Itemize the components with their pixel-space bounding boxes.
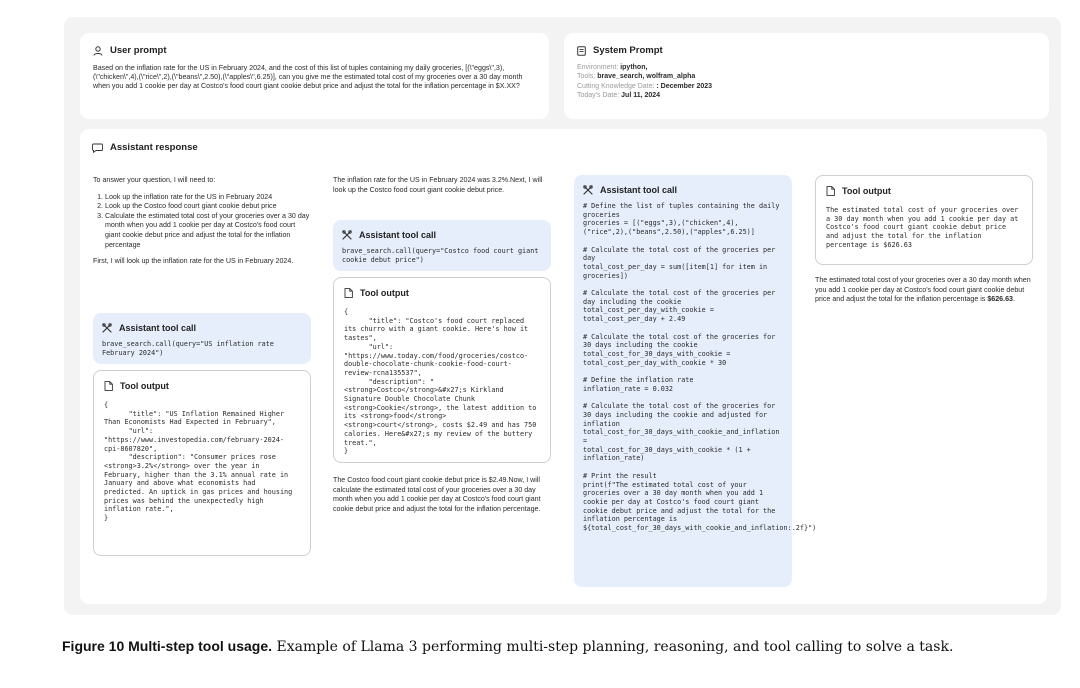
caption-label: Figure 10 Multi-step tool usage. — [62, 638, 273, 654]
tools-icon — [102, 323, 112, 333]
col2-intro: The inflation rate for the US in February 2024 was 3.2%.Next, I will look up the Costco food court giant cookie debut price. — [333, 176, 543, 194]
user-icon — [93, 46, 103, 56]
file-icon — [104, 381, 113, 391]
system-prompt-header — [577, 45, 1036, 56]
col2-after-text: The Costco food court giant cookie debut price is $2.49.Now, I will calculate the estimated total cost of your groceries over a 30 day month when you add 1 cookie per day at Costco's food court giant cookie debut price and adjust the total for the inflation percentage. — [333, 476, 541, 513]
user-prompt-header — [93, 45, 536, 56]
assistant-response-header — [92, 142, 1035, 153]
col3-tool-call-code: # Define the list of tuples containing the daily groceries groceries = [("eggs",3),("chicken",4),("rice",2),("beans",2.50),("apples",6.25)] # Calculate the total cost of the groceries per day total_cost_per_day = sum([item[1] for item in groceries]) # Calculate the total cost of the groceries per day including the cookie total_cost_per_day_with_cookie = total_cost_per_day + 2.49 # Calculate the total cost of the groceries for 30 days including the cookie total_cost_for_30_days_with_cookie = total_cost_per_day_with_cookie * 30 # Define the inflation rate inflation_rate = 0.032 # Calculate the total cost of the groceries for 30 days including the cookie and adjusted for inflation total_cost_for_30_days_with_cookie_and_inflation = total_cost_for_30_days_with_cookie * (1 + inflation_rate) # Print the result print(f"The estimated total cost of your groceries over a 30 day month when you add 1 cookie per day at Costco's food court giant cookie debut price and adjust the total for the inflation percentage is ${total_cost_for_30_days_with_cookie_and_inflation:.2f}") — [583, 202, 817, 533]
col1-tool-call-code: brave_search.call(query="US inflation rate February 2024") — [102, 340, 278, 357]
col4-tool-output-card — [815, 175, 1033, 265]
plan-step: 2. Look up the Costco food court giant cookie debut price — [105, 202, 311, 212]
plan-step: 1. Look up the inflation rate for the US in February 2024 — [105, 193, 311, 203]
tools-icon — [583, 185, 593, 195]
col4-final-answer: The estimated total cost of your groceries over a 30 day month when you add 1 cookie per day at Costco's food court giant cookie debut price and adjust the total for the inflation percentage is $626.63. — [815, 276, 1031, 304]
col3-tool-call-card — [574, 175, 817, 587]
chat-bubble-icon — [92, 143, 103, 153]
col1-tool-output-code: { "title": "US Inflation Remained Higher Than Economists Had Expected in February", "url": "https://www.investopedia.com/february-2024-cpi-8607820", "description": "Consumer prices rose <strong>3.2%</strong> over the year in February, higher than the 3.1% annual rate in January and above what economists had predicted. An uptick in gas prices and housing prices was behind the unexpectedly high inflation rate.", } — [104, 401, 293, 523]
assistant-response-title: Assistant response — [110, 142, 198, 153]
col2-tool-call-header: Assistant tool call — [342, 230, 542, 240]
user-prompt-card — [80, 33, 549, 119]
col2-tool-call-code: brave_search.call(query="Costco food court giant cookie debut price") — [342, 247, 543, 264]
document-icon — [577, 46, 586, 56]
col2-tool-output-header: Tool output — [344, 288, 540, 298]
col2-tool-output-card — [333, 277, 551, 463]
col1-intro: To answer your question, I will need to: — [93, 176, 216, 184]
final-total-value: $626.63 — [987, 295, 1013, 304]
system-prompt-card — [564, 33, 1049, 119]
tools-line: Tools: brave_search, wolfram_alpha — [577, 73, 696, 81]
plan-steps-list — [93, 193, 311, 251]
user-prompt-title: User prompt — [110, 45, 167, 56]
plan-step: 3. Calculate the estimated total cost of your groceries over a 30 day month when you add 1 cookie per day at Costco's food court giant cookie debut price and adjust the total for the inflation percentage — [105, 212, 311, 250]
today-date-line: Today's Date: Jul 11, 2024 — [577, 92, 661, 100]
col4-tool-output-header: Tool output — [826, 186, 1022, 196]
col1-tool-output-card — [93, 370, 311, 556]
col2-tool-output-code: { "title": "Costco's food court replaced its churro with a giant cookie. Here's how it tastes", "url": "https://www.today.com/food/groceries/costco-double-chocolate-chunk-cookie-food-court-review-rcna135537", "description": "<strong>Costco</strong>&#x27;s Kirkland Signature Double Chocolate Chunk <strong>Cookie</strong>, the latest addition to its <strong>food</strong> <strong>court</strong>, costs $2.49 and has 750 calories. Here&#x27;s my review of the buttery treat.", } — [344, 308, 537, 456]
environment-line: Environment: ipython, — [577, 64, 648, 71]
user-prompt-text: Based on the inflation rate for the US in February 2024, and the cost of this list of tuples containing my daily groceries, [(\"eggs\",3),(\"chicken\",4),(\"rice\",2),(\"beans\",2.50),(\"apples\",6.25)], can you give me the estimated total cost of my groceries over a 30 day month when you add 1 cookie per day at Costco's food court giant cookie debut price and adjust the total for the inflation percentage in $X.XX? — [93, 64, 523, 90]
system-prompt-title: System Prompt — [593, 45, 663, 56]
col1-text — [93, 176, 311, 267]
file-icon — [826, 186, 835, 196]
col1-tool-call-card — [93, 313, 311, 364]
tools-icon — [342, 230, 352, 240]
col4-tool-output-code: The estimated total cost of your groceries over a 30 day month when you add 1 cookie per day at Costco's food court giant cookie debut price and adjust the total for the inflation percentage is $626.63 — [826, 206, 1023, 249]
col1-tool-output-header: Tool output — [104, 381, 300, 391]
col2-tool-call-card — [333, 220, 551, 271]
knowledge-date-line: Cutting Knowledge Date: : December 2023 — [577, 82, 713, 90]
col1-next: First, I will look up the inflation rate for the US in February 2024. — [93, 257, 294, 266]
col1-tool-call-header: Assistant tool call — [102, 323, 302, 333]
caption-text: Example of Llama 3 performing multi-step planning, reasoning, and tool calling to solve a task. — [272, 639, 954, 655]
file-icon — [344, 288, 353, 298]
figure-caption — [62, 637, 1062, 657]
col3-tool-call-header: Assistant tool call — [583, 185, 783, 195]
